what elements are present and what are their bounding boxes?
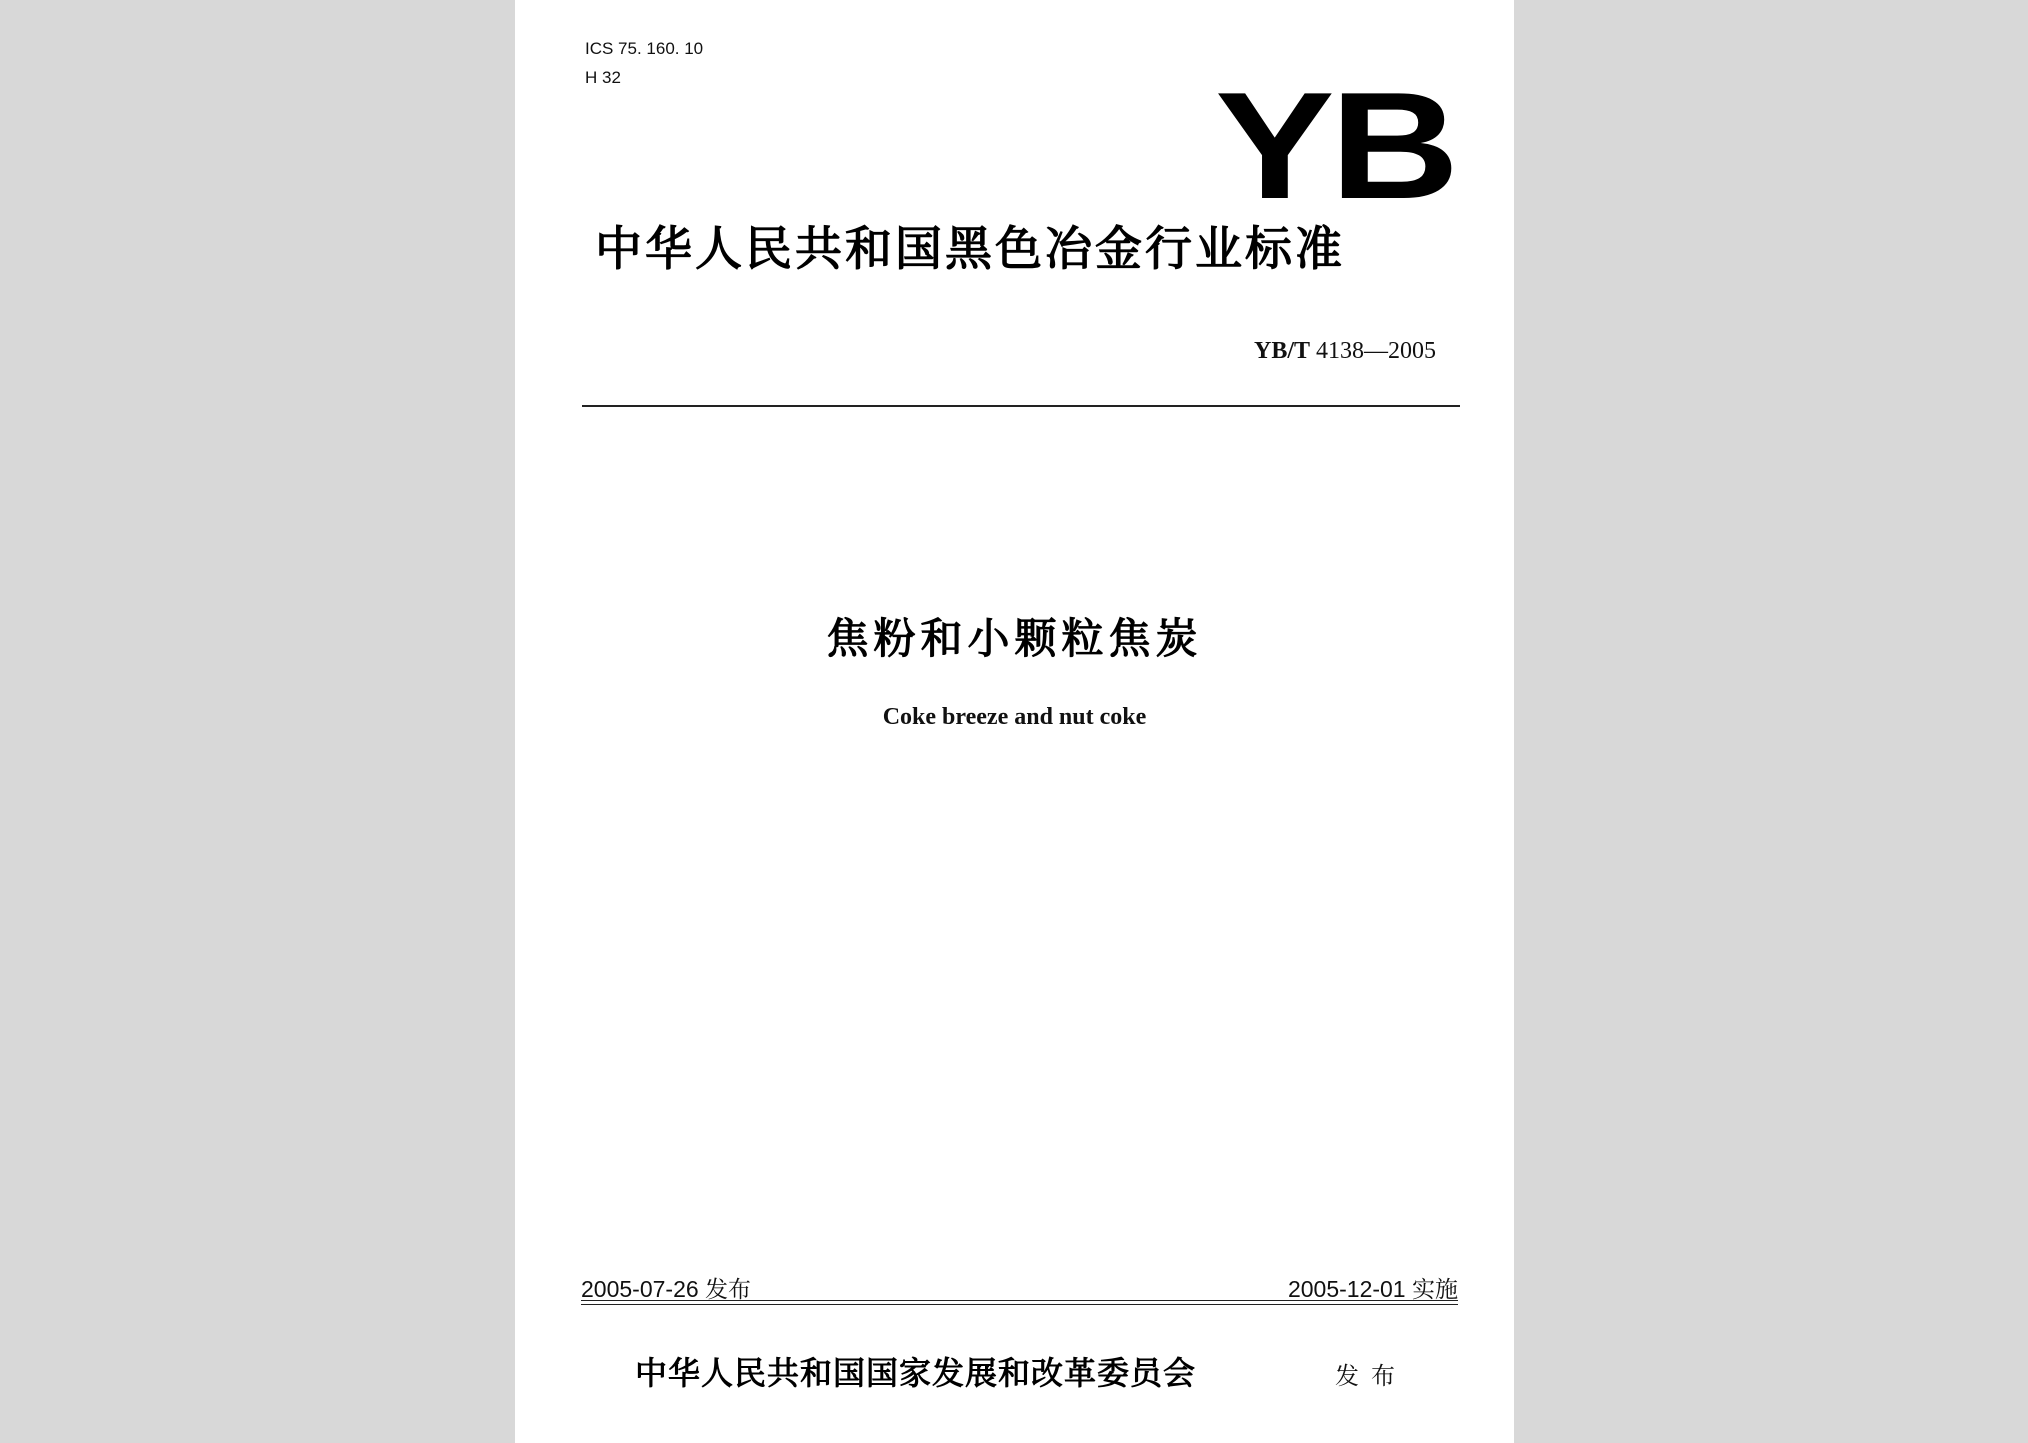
standard-number — [1254, 338, 1436, 365]
header-divider — [582, 405, 1460, 407]
standard-number-prefix: YB/T — [1253, 338, 1310, 364]
document-page — [515, 0, 1514, 1443]
implementation-date: 2005-12-01 实施 — [1287, 1276, 1458, 1302]
standard-category-title: 中华人民共和国黑色冶金行业标准 — [595, 222, 1345, 277]
standard-number-rest: 4138—2005 — [1310, 338, 1436, 364]
yb-logo: YB — [1215, 61, 1455, 231]
ics-code: ICS 75. 160. 10 — [585, 39, 704, 58]
ccs-code: H 32 — [585, 68, 621, 87]
footer-divider — [581, 1300, 1458, 1305]
issuing-authority: 中华人民共和国国家发展和改革委员会 — [635, 1354, 1197, 1392]
publish-label: 发布 — [1335, 1362, 1407, 1390]
classification-codes — [585, 34, 703, 92]
issue-date: 2005-07-26 发布 — [581, 1276, 752, 1302]
document-title-english: Coke breeze and nut coke — [882, 704, 1147, 730]
document-title-chinese: 焦粉和小颗粒焦炭 — [826, 614, 1203, 663]
